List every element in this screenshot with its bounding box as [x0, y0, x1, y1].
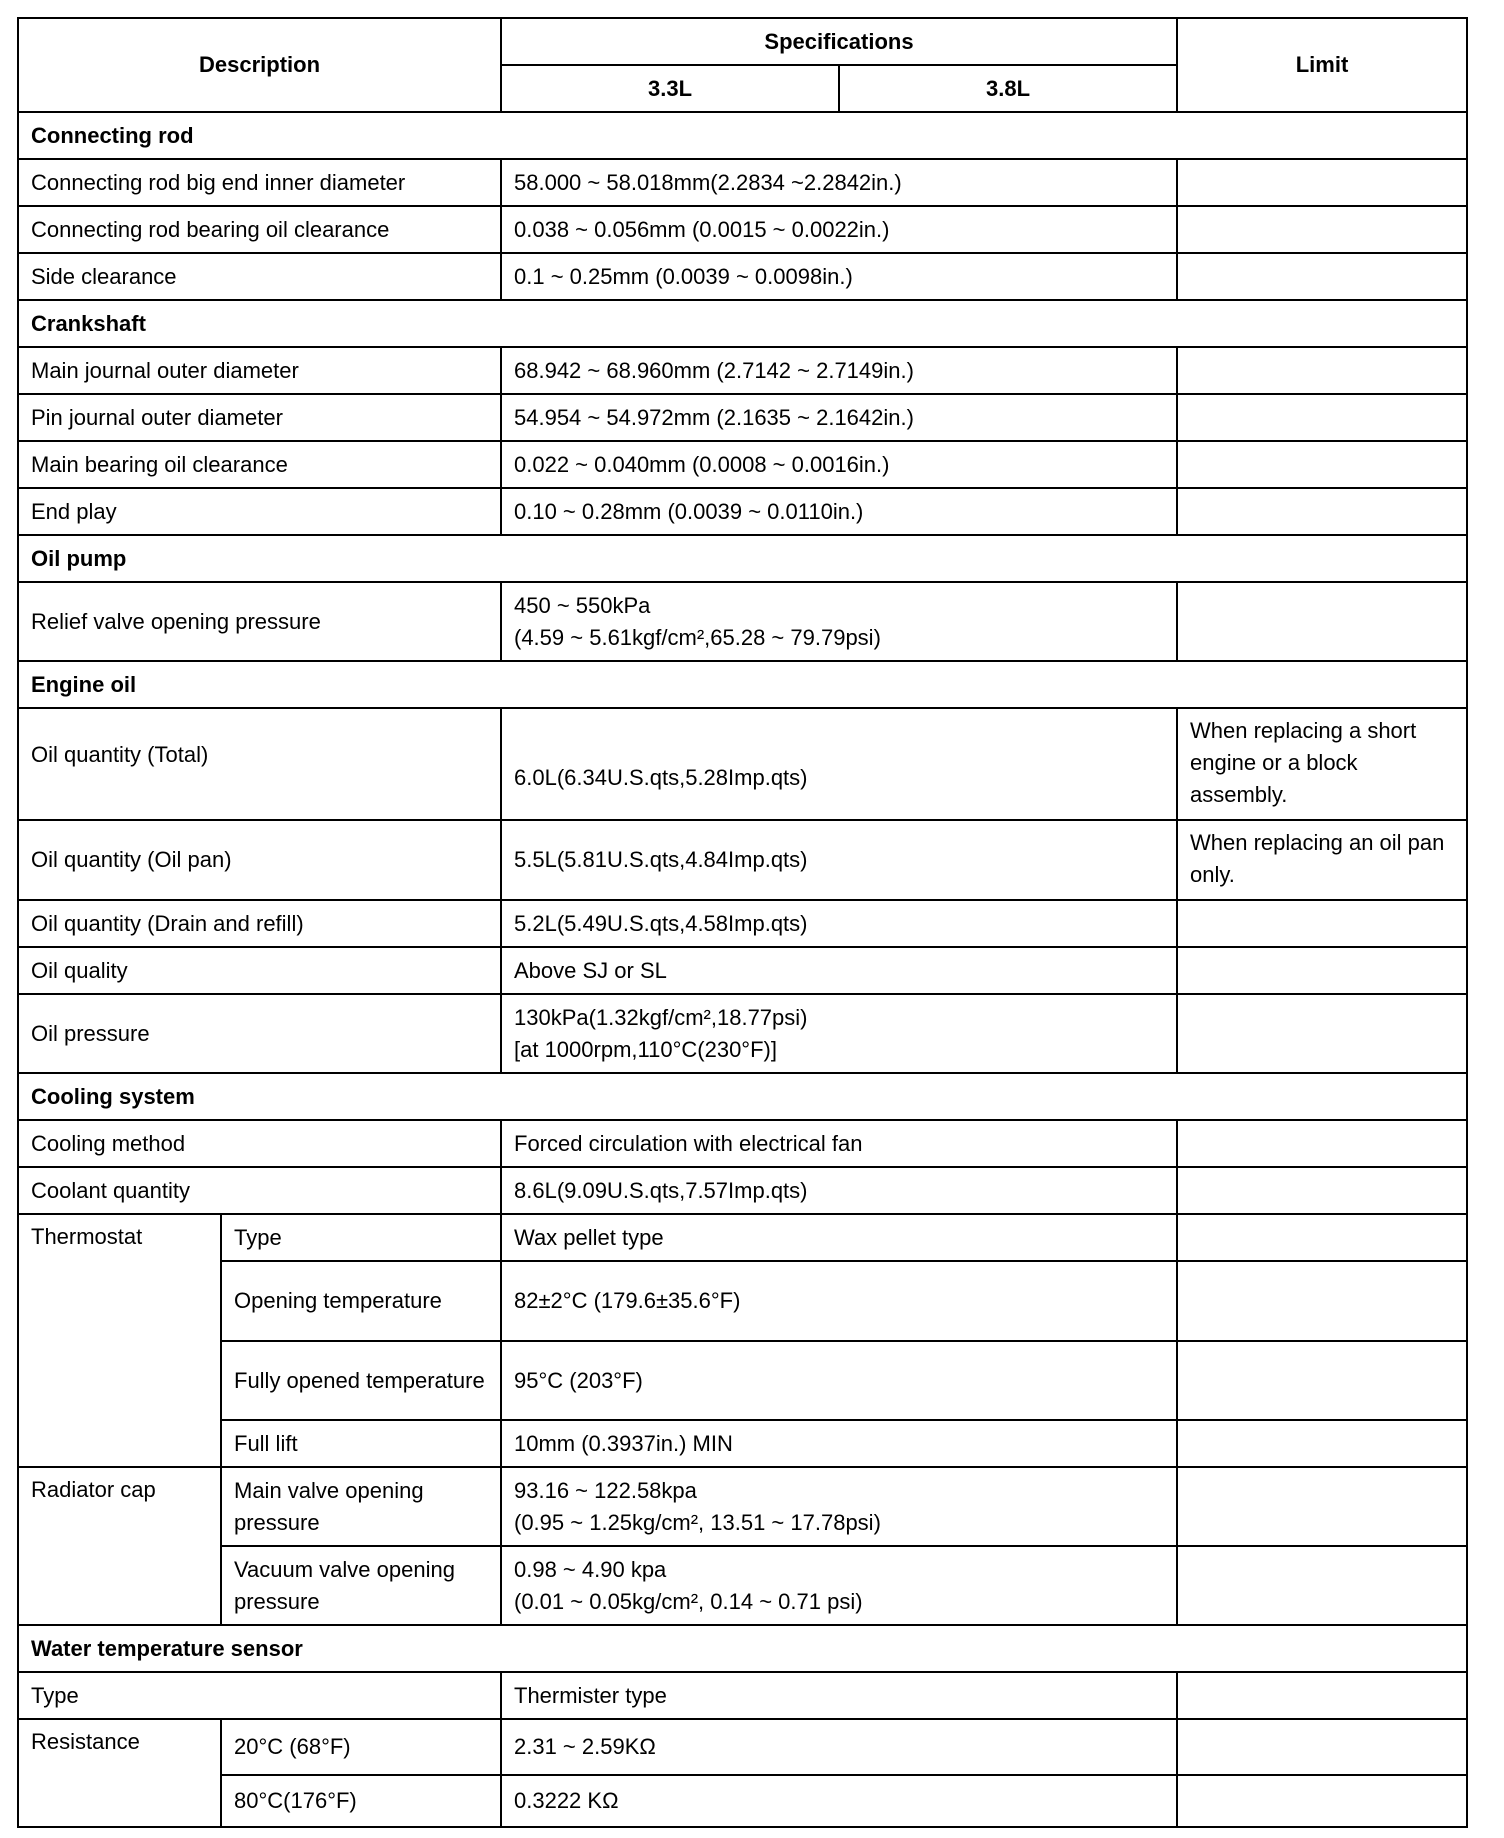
row-spec: 0.1 ~ 0.25mm (0.0039 ~ 0.0098in.) — [501, 253, 1177, 300]
row-spec: 95°C (203°F) — [501, 1341, 1177, 1420]
table-row — [18, 1420, 1467, 1467]
table-row — [18, 820, 1467, 900]
row-spec: 10mm (0.3937in.) MIN — [501, 1420, 1177, 1467]
table-row — [18, 1467, 1467, 1546]
row-description: Pin journal outer diameter — [18, 394, 501, 441]
spec-line: 450 ~ 550kPa — [514, 592, 651, 618]
row-limit — [1177, 253, 1467, 300]
row-limit — [1177, 394, 1467, 441]
row-spec: 0.022 ~ 0.040mm (0.0008 ~ 0.0016in.) — [501, 441, 1177, 488]
table-row — [18, 994, 1467, 1073]
row-limit — [1177, 1167, 1467, 1214]
row-limit — [1177, 206, 1467, 253]
table-row — [18, 1672, 1467, 1719]
spec-line: (4.59 ~ 5.61kgf/cm²,65.28 ~ 79.79psi) — [514, 624, 881, 650]
section-title: Crankshaft — [18, 300, 1467, 347]
row-limit — [1177, 1341, 1467, 1420]
row-description: Side clearance — [18, 253, 501, 300]
row-spec — [501, 1467, 1177, 1546]
row-description: Coolant quantity — [18, 1167, 501, 1214]
table-row — [18, 488, 1467, 535]
table-row — [18, 253, 1467, 300]
section-title: Engine oil — [18, 661, 1467, 708]
table-row — [18, 708, 1467, 820]
row-spec: 82±2°C (179.6±35.6°F) — [501, 1261, 1177, 1341]
section-title: Cooling system — [18, 1073, 1467, 1120]
section-title: Water temperature sensor — [18, 1625, 1467, 1672]
table-row — [18, 1341, 1467, 1420]
row-description: Vacuum valve opening pressure — [221, 1546, 501, 1625]
table-row — [18, 900, 1467, 947]
row-limit — [1177, 441, 1467, 488]
table-row — [18, 159, 1467, 206]
header-3-3l: 3.3L — [501, 65, 839, 112]
header-description: Description — [18, 18, 501, 112]
table-row — [18, 1120, 1467, 1167]
table-row — [18, 1546, 1467, 1625]
row-spec: 5.2L(5.49U.S.qts,4.58Imp.qts) — [501, 900, 1177, 947]
row-limit — [1177, 488, 1467, 535]
row-description: Full lift — [221, 1420, 501, 1467]
row-description: Connecting rod bearing oil clearance — [18, 206, 501, 253]
row-spec: 0.3222 KΩ — [501, 1775, 1177, 1827]
row-spec: 68.942 ~ 68.960mm (2.7142 ~ 2.7149in.) — [501, 347, 1177, 394]
row-spec — [501, 582, 1177, 661]
header-limit: Limit — [1177, 18, 1467, 112]
table-row — [18, 206, 1467, 253]
row-description: Type — [18, 1672, 501, 1719]
table-row — [18, 1261, 1467, 1341]
row-limit — [1177, 1775, 1467, 1827]
row-limit: When replacing a short engine or a block assembly. — [1177, 708, 1467, 820]
row-description: 80°C(176°F) — [221, 1775, 501, 1827]
table-row — [18, 1214, 1467, 1261]
row-spec — [501, 1546, 1177, 1625]
spec-line: [at 1000rpm,110°C(230°F)] — [514, 1036, 777, 1062]
row-spec: 6.0L(6.34U.S.qts,5.28Imp.qts) — [501, 708, 1177, 820]
table-row — [18, 1167, 1467, 1214]
row-description: Main journal outer diameter — [18, 347, 501, 394]
row-spec: 5.5L(5.81U.S.qts,4.84Imp.qts) — [501, 820, 1177, 900]
table-row — [18, 582, 1467, 661]
section-title: Connecting rod — [18, 112, 1467, 159]
row-limit: When replacing an oil pan only. — [1177, 820, 1467, 900]
row-description: 20°C (68°F) — [221, 1719, 501, 1775]
row-limit — [1177, 947, 1467, 994]
row-limit — [1177, 347, 1467, 394]
specifications-table — [17, 17, 1468, 1828]
table-row — [18, 347, 1467, 394]
row-description: Oil pressure — [18, 994, 501, 1073]
row-description: Oil quantity (Total) — [18, 708, 501, 820]
row-limit — [1177, 1261, 1467, 1341]
row-spec: 0.038 ~ 0.056mm (0.0015 ~ 0.0022in.) — [501, 206, 1177, 253]
row-spec: 2.31 ~ 2.59KΩ — [501, 1719, 1177, 1775]
row-limit — [1177, 1719, 1467, 1775]
row-description: Oil quantity (Drain and refill) — [18, 900, 501, 947]
row-description: End play — [18, 488, 501, 535]
row-limit — [1177, 994, 1467, 1073]
section-title: Oil pump — [18, 535, 1467, 582]
thermostat-label: Thermostat — [18, 1214, 221, 1467]
spec-line: 130kPa(1.32kgf/cm²,18.77psi) — [514, 1004, 808, 1030]
table-row — [18, 441, 1467, 488]
row-limit — [1177, 582, 1467, 661]
row-spec: Wax pellet type — [501, 1214, 1177, 1261]
spec-line: 93.16 ~ 122.58kpa — [514, 1477, 697, 1503]
spec-line: (0.95 ~ 1.25kg/cm², 13.51 ~ 17.78psi) — [514, 1509, 881, 1535]
radiator-cap-label: Radiator cap — [18, 1467, 221, 1625]
row-limit — [1177, 159, 1467, 206]
row-limit — [1177, 1467, 1467, 1546]
row-spec: Forced circulation with electrical fan — [501, 1120, 1177, 1167]
table-row — [18, 1775, 1467, 1827]
row-description: Oil quantity (Oil pan) — [18, 820, 501, 900]
row-spec — [501, 994, 1177, 1073]
row-spec: 58.000 ~ 58.018mm(2.2834 ~2.2842in.) — [501, 159, 1177, 206]
row-description: Connecting rod big end inner diameter — [18, 159, 501, 206]
resistance-label: Resistance — [18, 1719, 221, 1827]
table-row — [18, 947, 1467, 994]
row-limit — [1177, 900, 1467, 947]
row-spec: 54.954 ~ 54.972mm (2.1635 ~ 2.1642in.) — [501, 394, 1177, 441]
row-spec: Above SJ or SL — [501, 947, 1177, 994]
row-description: Main valve opening pressure — [221, 1467, 501, 1546]
row-description: Opening temperature — [221, 1261, 501, 1341]
row-spec: 0.10 ~ 0.28mm (0.0039 ~ 0.0110in.) — [501, 488, 1177, 535]
spec-line: 0.98 ~ 4.90 kpa — [514, 1556, 667, 1582]
row-description: Relief valve opening pressure — [18, 582, 501, 661]
row-limit — [1177, 1546, 1467, 1625]
row-description: Oil quality — [18, 947, 501, 994]
row-description: Fully opened temperature — [221, 1341, 501, 1420]
row-description: Main bearing oil clearance — [18, 441, 501, 488]
row-spec: 8.6L(9.09U.S.qts,7.57Imp.qts) — [501, 1167, 1177, 1214]
table-row — [18, 1719, 1467, 1775]
row-limit — [1177, 1120, 1467, 1167]
row-description: Type — [221, 1214, 501, 1261]
row-spec: Thermister type — [501, 1672, 1177, 1719]
row-description: Cooling method — [18, 1120, 501, 1167]
row-limit — [1177, 1672, 1467, 1719]
row-limit — [1177, 1420, 1467, 1467]
spec-line: (0.01 ~ 0.05kg/cm², 0.14 ~ 0.71 psi) — [514, 1588, 863, 1614]
header-3-8l: 3.8L — [839, 65, 1177, 112]
row-limit — [1177, 1214, 1467, 1261]
header-specifications: Specifications — [501, 18, 1177, 65]
table-row — [18, 394, 1467, 441]
